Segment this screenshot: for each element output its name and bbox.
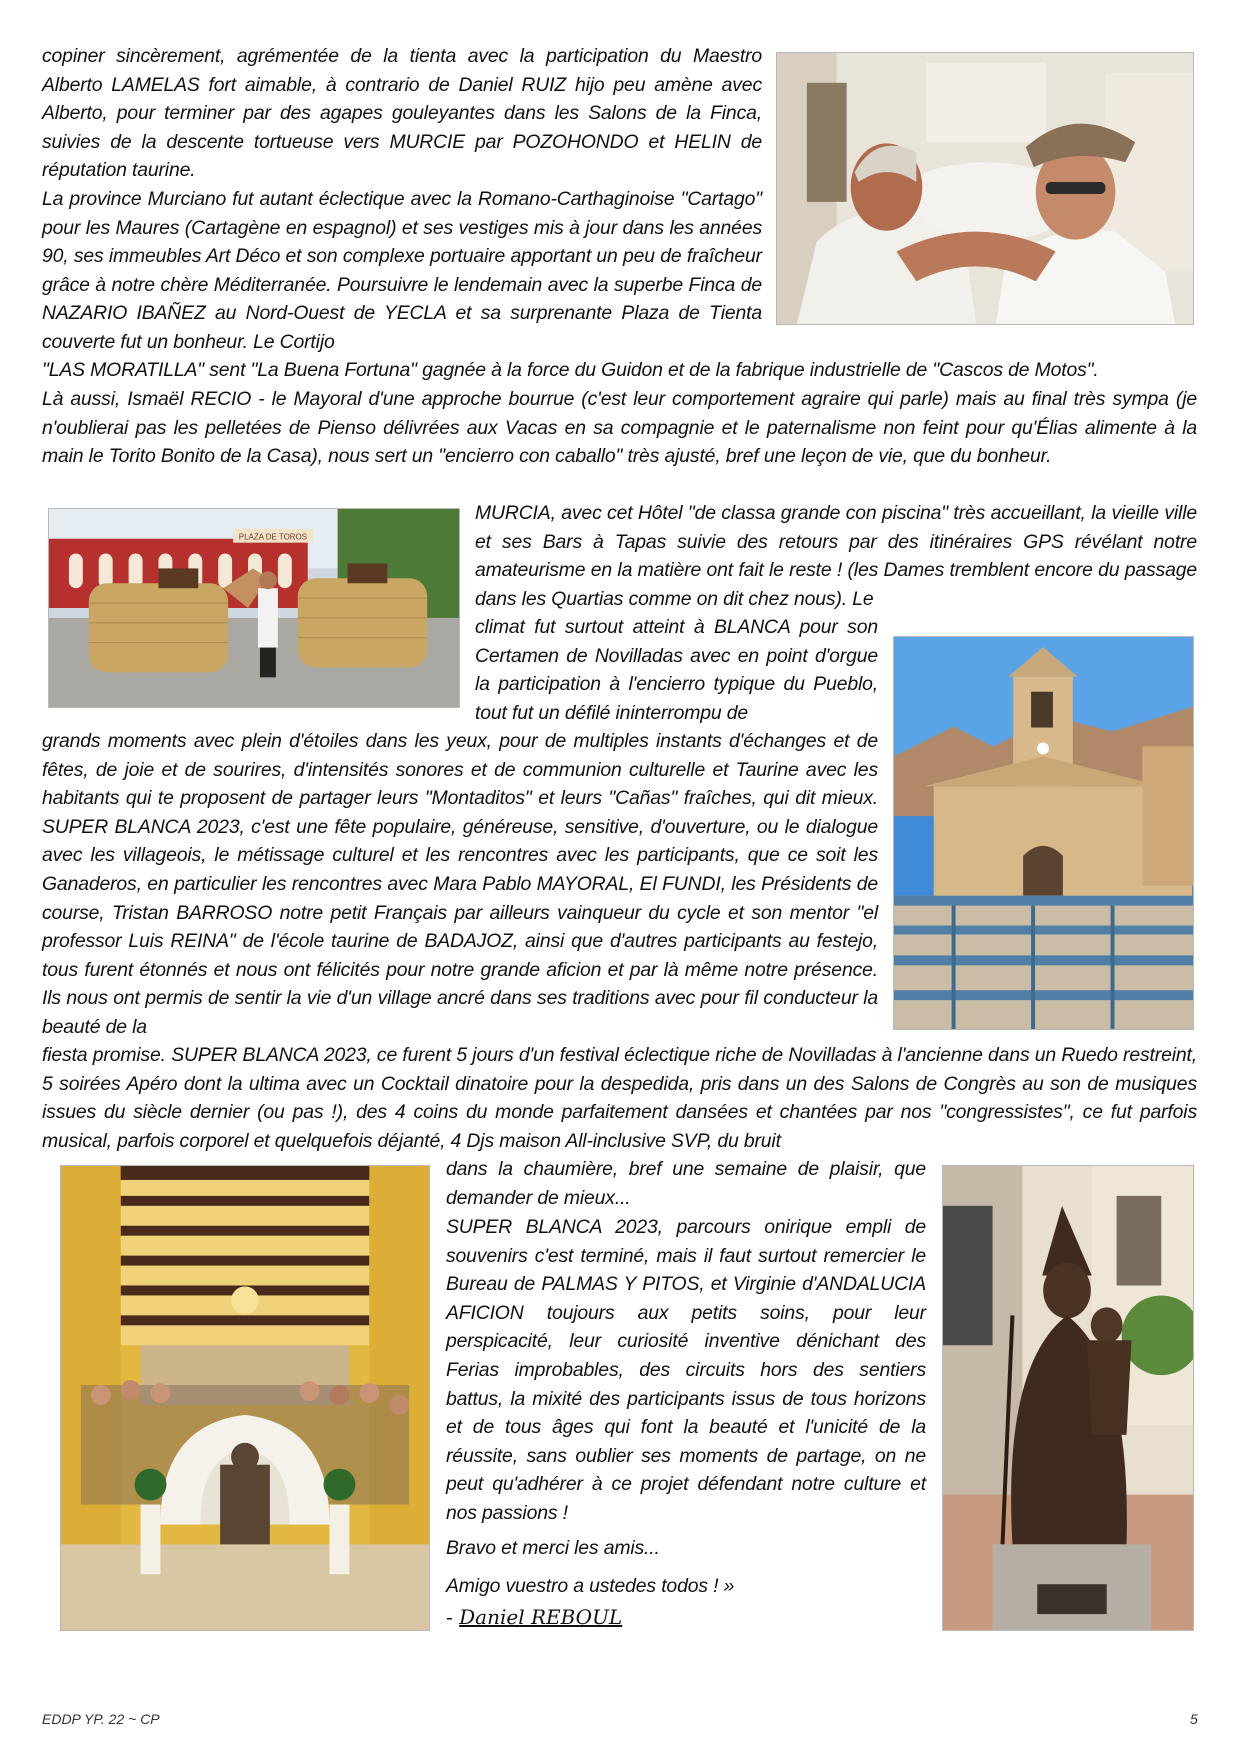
paragraph-10: SUPER BLANCA 2023, parcours onirique empli de souvenirs c'est terminé, mais il faut surtout remercier le Bureau de PALMAS Y PITOS, et Virginie d'ANDALUCIA AFICION toujours aux petits soins, pour leur perspicacité, leur curiosité inventive dénichant des Ferias improbables, des circuits hors des sentiers battus, la mixité des participants issus de tous horizons et de tous âges qui font la beauté et l'unicité de la réussite, sans oublier ses moments de partage, on ne peut qu'adhérer à ce projet défendant notre culture et nos passions ! xyxy=(446,1216,926,1524)
photo-blanca-church xyxy=(893,636,1194,1030)
paragraph-1: copiner sincèrement, agrémentée de la tienta avec la participation du Maestro Alberto LAMELAS fort aimable, à contrario de Daniel RUIZ hijo peu amène avec Alberto, pour terminer par des agapes gouleyantes dans les Salons de la Finca, suivies de la descente tortueuse vers MURCIE par POZOHONDO et HELIN de réputation taurine. xyxy=(42,45,762,182)
paragraph-8: fiesta promise. SUPER BLANCA 2023, ce furent 5 jours d'un festival éclectique riche de Novilladas à l'ancienne dans un Ruedo restreint, 5 soirées Apéro dont la ultima avec un Cocktail dinatoire pour la despedida, pris dans un des Salons de Congrès au son de musiques issues du siècle dernier (ou pas !), des 4 coins du monde parfaitement dansées et chantées par nos "congressistes", ce fut parfois musical, parfois corporel et quelquefois déjanté, 4 Djs maison All-inclusive SVP, du bruit xyxy=(42,1044,1197,1152)
paragraph-12: Amigo vuestro a ustedes todos ! » xyxy=(446,1575,735,1597)
signature-name: Daniel REBOUL xyxy=(459,1605,623,1629)
photo-men-embracing xyxy=(776,52,1194,325)
paragraph-2: La province Murciano fut autant éclectique avec la Romano-Carthaginoise "Cartago" pour les Maures (Cartagène en espagnol) et ses vestiges mis à jour dans les années 90, ses immeubles Art Déco et son complexe portuaire apportant un peu de fraîcheur grâce à notre chère Méditerranée. Poursuivre le lendemain avec la superbe Finca de NAZARIO IBAÑEZ au Nord-Ouest de YECLA et sa surprenante Plaza de Tienta couverte fut un bonheur. Le Cortijo xyxy=(42,188,762,353)
signature xyxy=(446,1605,622,1629)
footer-left: EDDP YP. 22 ~ CP xyxy=(42,1711,160,1727)
paragraph-9: dans la chaumière, bref une semaine de plaisir, que demander de mieux... xyxy=(446,1158,926,1209)
paragraph-7: grands moments avec plein d'étoiles dans les yeux, pour de multiples instants d'échanges et de fêtes, de joie et de sourires, d'intensités sonores et de communion culturelle et Taurine avec les habitants qui te proposent de partager leurs "Montaditos" et leurs "Cañas" fraîches, qui dit mieux. SUPER BLANCA 2023, c'est une fête populaire, généreuse, sensitive, d'ouverture, ou le dialogue avec les villageois, le métissage culturel et les rencontres avec les participants, que ce soit les Ganaderos, en particulier les rencontres avec Mara Pablo MAYORAL, El FUNDI, les Présidents de course, Tristan BARROSO notre petit Français par ailleurs vainqueur du cycle et son mentor "el professor Luis REINA" de l'école taurine de BADAJOZ, ainsi que d'autres participants au festejo, tous furent étonnés et nous ont félicités pour notre grande aficion et par là même notre présence. Ils nous ont permis de sentir la vie d'un village ancré dans ses traditions avec pour fil conducteur la beauté de la xyxy=(42,730,878,1038)
paragraph-4: Là aussi, Ismaël RECIO - le Mayoral d'une approche bourrue (c'est leur comportement agraire qui parle) mais au final très sympa (je n'oublierai pas les pelletées de Pienso délivrées aux Vacas en sa compagnie et le paternalisme non feint pour qu'Élias alimente à la main le Torito Bonito de la Casa), nous sert un "encierro con caballo" très ajusté, bref une leçon de vie, que du bonheur. xyxy=(42,388,1197,468)
paragraph-5: MURCIA, avec cet Hôtel "de classa grande con piscina" très accueillant, la vieille ville et ses Bars à Tapas suivie des retours par des itinéraires GPS révélant notre amateurisme en la matière ont fait le reste ! (les Dames tremblent encore du passage dans les Quartias comme on dit chez nous). Le xyxy=(475,502,1197,610)
paragraph-6: climat fut surtout atteint à BLANCA pour son Certamen de Novilladas avec en point d'orgue la participation à l'encierro typique du Pueblo, tout fut un défilé ininterrompu de xyxy=(475,616,878,724)
photo-bronze-statue xyxy=(942,1165,1194,1631)
plaza-sign: PLAZA DE TOROS xyxy=(238,532,308,542)
paragraph-11: Bravo et merci les amis... xyxy=(446,1537,660,1559)
page-number: 5 xyxy=(1190,1711,1198,1727)
photo-group-hall xyxy=(60,1165,430,1631)
photo-picador-horses xyxy=(48,508,460,708)
paragraph-3: "LAS MORATILLA" sent "La Buena Fortuna" gagnée à la force du Guidon et de la fabrique industrielle de "Cascos de Motos". xyxy=(42,359,1099,381)
signature-dash: - xyxy=(446,1605,460,1629)
